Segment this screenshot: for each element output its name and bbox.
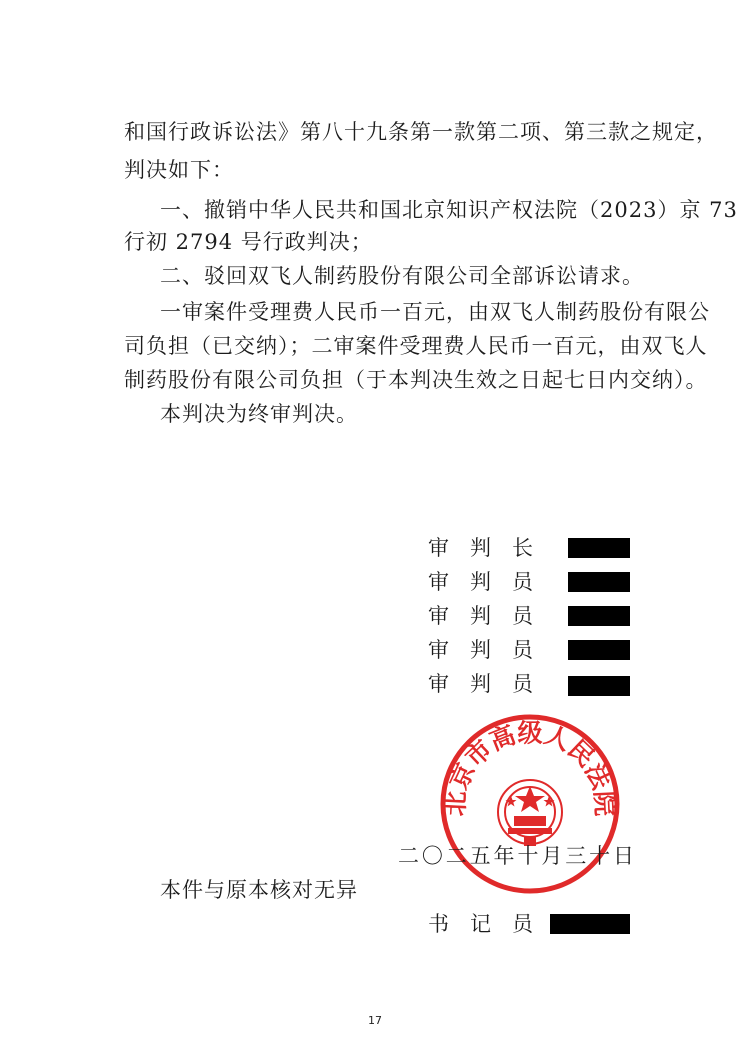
body-line-6: 一审案件受理费人民币一百元，由双飞人制药股份有限公 (160, 300, 710, 324)
page-number: 17 (368, 1014, 382, 1027)
body-line-8: 制药股份有限公司负担（于本判决生效之日起七日内交纳）。 (124, 368, 708, 392)
body-line-3: 一、撤销中华人民共和国北京知识产权法院（2023）京 73 (160, 198, 738, 222)
redacted-name-clerk (550, 914, 630, 934)
body-line-9: 本判决为终审判决。 (160, 402, 358, 426)
judge-label-1: 审 判 员 (428, 570, 533, 594)
redacted-name-judge-3 (568, 640, 630, 660)
redacted-name-presiding-judge (568, 538, 630, 558)
body-line-2: 判决如下： (124, 158, 234, 182)
seal-text: 北京市高级人民法院 (440, 718, 620, 817)
clerk-label: 书 记 员 (428, 912, 533, 936)
body-line-7: 司负担（已交纳）；二审案件受理费人民币一百元，由双飞人 (124, 334, 708, 358)
redacted-name-judge-2 (568, 606, 630, 626)
redacted-name-judge-1 (568, 572, 630, 592)
judgment-date: 二〇二五年十月三十日 (398, 844, 636, 868)
body-line-5: 二、驳回双飞人制药股份有限公司全部诉讼请求。 (160, 264, 644, 288)
redacted-name-judge-4 (568, 676, 630, 696)
body-line-1: 和国行政诉讼法》第八十九条第一款第二项、第三款之规定， (124, 120, 718, 144)
body-line-4: 行初 2794 号行政判决； (124, 230, 373, 254)
presiding-judge-label: 审 判 长 (428, 536, 533, 560)
judge-label-3: 审 判 员 (428, 638, 533, 662)
judge-label-2: 审 判 员 (428, 604, 533, 628)
verification-note: 本件与原本核对无异 (160, 878, 358, 902)
judge-label-4: 审 判 员 (428, 672, 533, 696)
